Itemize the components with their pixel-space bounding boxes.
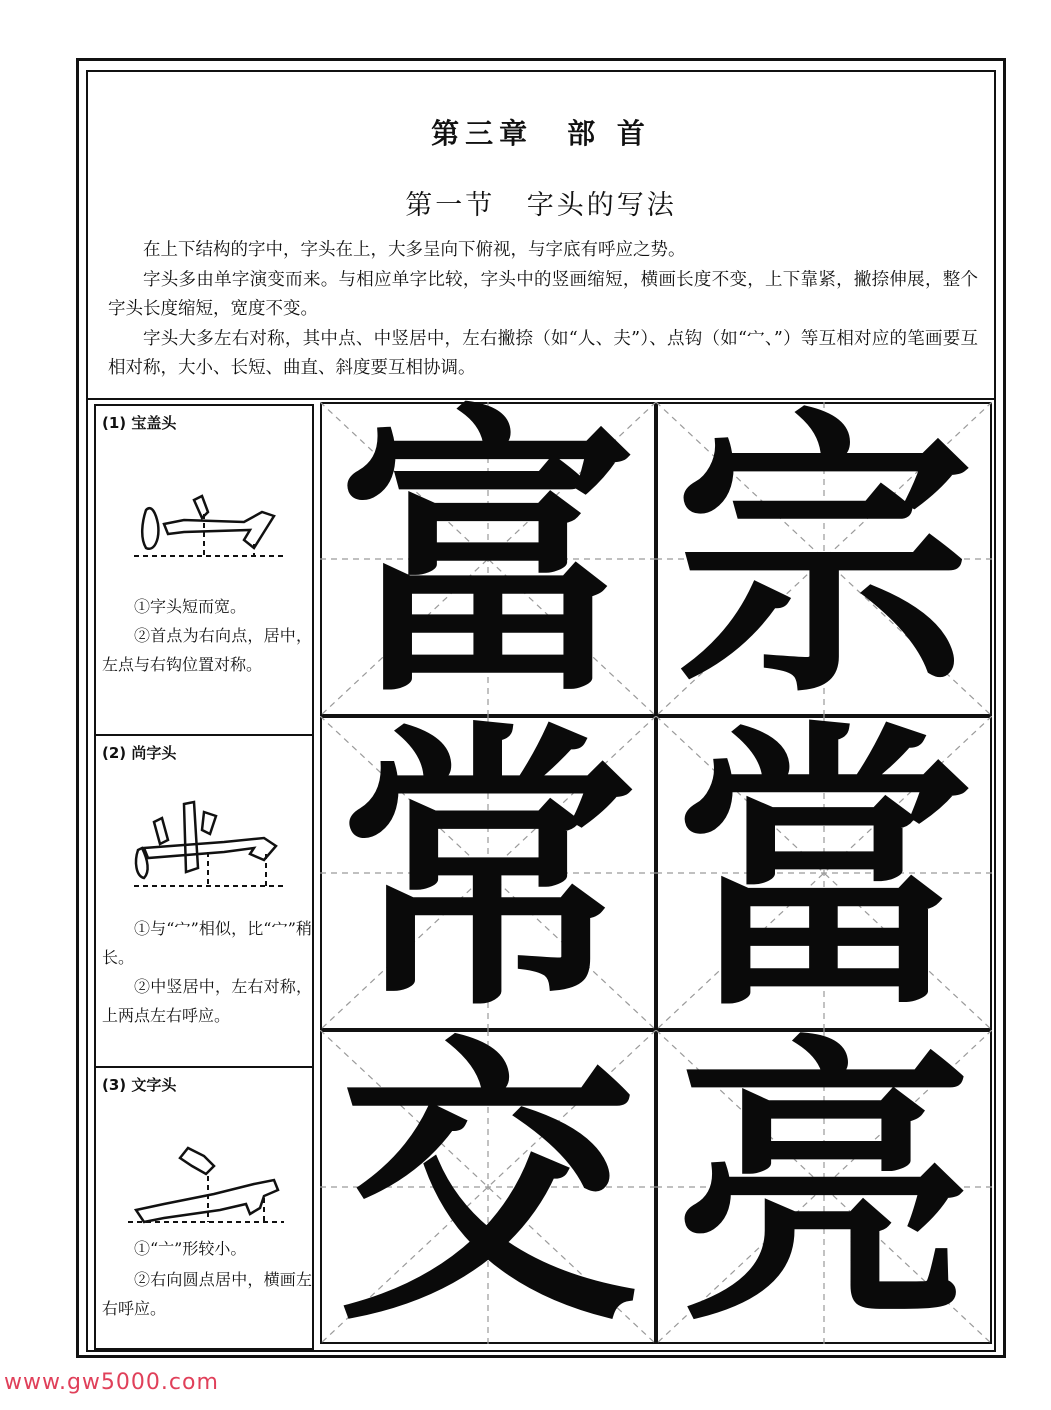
- grid-cell: [320, 384, 656, 733]
- radical-panel-shang-zi-tou: [94, 734, 314, 1068]
- intro-paragraph-3: 字头大多左右对称，其中点、中竖居中，左右撇捺（如“人、夫”）、点钩（如“宀、”）等互相对应的笔画要互相对称，大小、长短、曲直、斜度要互相协调。: [108, 329, 978, 378]
- grid-cell: [320, 1012, 656, 1361]
- grid-cell: [656, 1012, 992, 1361]
- wen-zi-tou-icon: [124, 1114, 294, 1224]
- intro-paragraph-2: 字头多由单字演变而来。与相应单字比较，字头中的竖画缩短，横画长度不变，上下靠紧，撇捺伸展，整个字头长度缩短，宽度不变。: [108, 270, 978, 319]
- section-title: 第一节 字头的写法: [405, 190, 677, 221]
- practice-grid: [320, 384, 992, 1361]
- radical-panel-wen-zi-tou: [94, 1066, 314, 1350]
- chapter-title: 第三章 部 首: [431, 117, 651, 150]
- grid-cell: [320, 698, 656, 1047]
- header-box: [86, 70, 996, 400]
- grid-cell: [656, 698, 992, 1047]
- radical-panels: [94, 404, 314, 1350]
- panel-note-1: ①“亠”形较小。: [134, 1239, 247, 1258]
- panel-title: (1) 宝盖头: [102, 414, 177, 432]
- grid-cell: [656, 384, 992, 733]
- radical-panel-bao-gai-tou: [94, 404, 314, 736]
- practice-character: 交: [338, 1012, 638, 1361]
- panel-note-1: ①与“宀”相似，比“宀”稍长。: [102, 919, 312, 967]
- bao-gai-tou-icon: [124, 452, 294, 562]
- practice-character: 宗: [674, 384, 974, 733]
- panel-note-1: ①字头短而宽。: [134, 597, 247, 616]
- watermark: www.gw5000.com: [4, 1370, 219, 1395]
- practice-character: 富: [338, 384, 638, 733]
- panel-note-2: ②右向圆点居中，横画左右呼应。: [102, 1270, 312, 1318]
- panel-title: (3) 文字头: [102, 1076, 177, 1094]
- panel-title: (2) 尚字头: [102, 744, 177, 762]
- practice-character: 常: [338, 698, 638, 1047]
- practice-character: 亮: [674, 1012, 974, 1361]
- intro-paragraph-1: 在上下结构的字中，字头在上，大多呈向下俯视，与字底有呼应之势。: [143, 240, 686, 260]
- panel-note-2: ②首点为右向点，居中，左点与右钩位置对称。: [102, 626, 312, 674]
- panel-note-2: ②中竖居中，左右对称，上两点左右呼应。: [102, 977, 312, 1025]
- practice-character: 當: [674, 698, 974, 1047]
- shang-zi-tou-icon: [124, 782, 294, 892]
